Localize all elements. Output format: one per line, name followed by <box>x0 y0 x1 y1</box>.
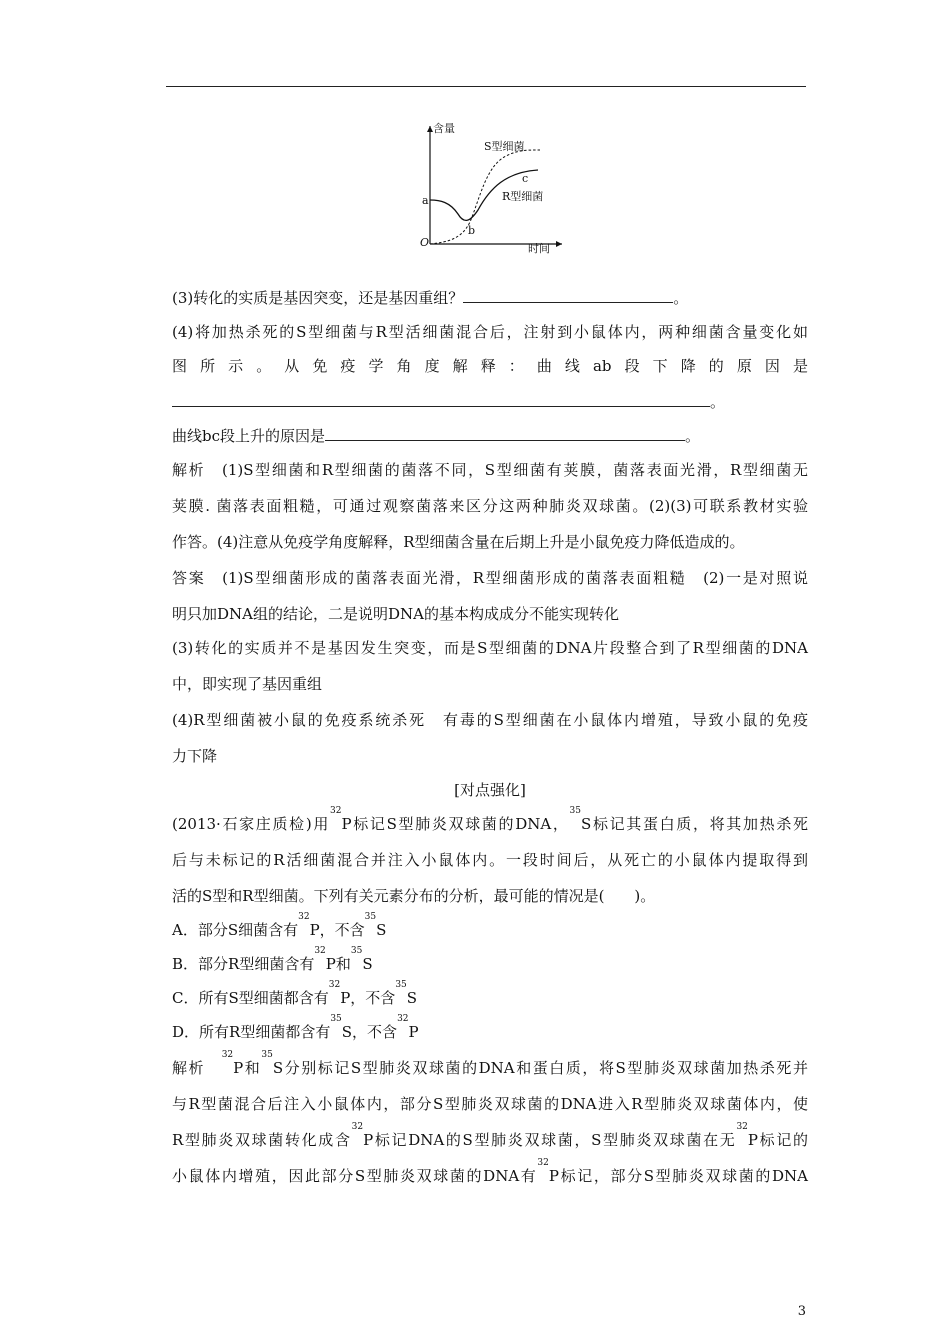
analysis-1-line-1: 解析 (1)S型细菌和R型细菌的菌落不同，S型细菌有荚膜，菌落表面光滑，R型细菌无 <box>172 461 808 479</box>
s-bacteria-label: S型细菌 <box>484 140 525 153</box>
origin-label: O <box>420 236 430 249</box>
answer-blank-bc[interactable] <box>325 426 685 441</box>
question-3: (3)转化的实质是基因突变，还是基因重组？ 。 <box>172 289 689 307</box>
question-4-line-1: (4)将加热杀死的S型细菌与R型活细菌混合后，注射到小鼠体内，两种细菌含量变化如 <box>172 323 808 341</box>
option-d[interactable]: D．所有R型细菌都含有$^{35}$S，不含$^{32}$P <box>172 1014 419 1041</box>
question-4-line-2: 图所示。从免疫学角度解释：曲线ab段下降的原因是 <box>172 357 808 375</box>
point-a-label: a <box>422 194 429 207</box>
analysis-2-line-2: 与R型菌混合后注入小鼠体内，部分S型肺炎双球菌的DNA进入R型肺炎双球菌体内，使 <box>172 1095 808 1113</box>
page-number: 3 <box>797 1304 806 1319</box>
option-b[interactable]: B．部分R型细菌含有$^{32}$P和$^{35}$S <box>172 946 373 973</box>
y-axis-label: 含量 <box>433 122 455 135</box>
header-rule <box>166 86 806 87</box>
bacteria-content-graph <box>410 118 570 258</box>
mcq-stem-line-3: 活的S型和R型细菌。下列有关元素分布的分析，最可能的情况是( )。 <box>172 887 656 905</box>
option-a[interactable]: A．部分S细菌含有$^{32}$P，不含$^{35}$S <box>172 912 387 939</box>
point-b-label: b <box>468 224 476 237</box>
analysis-1-line-3: 作答。(4)注意从免疫学角度解释，R型细菌含量在后期上升是小鼠免疫力降低造成的。 <box>172 533 745 551</box>
analysis-2-line-1: 解析 $^{32}$P和$^{35}$S分别标记S型肺炎双球菌的DNA和蛋白质，将S型肺炎双球菌加热杀死并 <box>172 1050 808 1077</box>
mcq-stem-line-2: 后与未标记的R活细菌混合并注入小鼠体内。一段时间后，从死亡的小鼠体内提取得到 <box>172 851 808 869</box>
answer-1-line-4: 中，即实现了基因重组 <box>172 675 323 693</box>
x-axis-label: 时间 <box>528 242 550 255</box>
answer-1-line-5: (4)R型细菌被小鼠的免疫系统杀死 有毒的S型细菌在小鼠体内增殖，导致小鼠的免疫 <box>172 711 808 729</box>
analysis-2-line-3: R型肺炎双球菌转化成含$^{32}$P标记DNA的S型肺炎双球菌，S型肺炎双球菌在无$^{32}$P标记的 <box>172 1122 809 1149</box>
section-title: [对点强化] <box>454 781 526 799</box>
answer-1-line-6: 力下降 <box>172 747 218 765</box>
question-4-line-4: 曲线bc段上升的原因是 。 <box>172 427 701 445</box>
mcq-stem-line-1: (2013·石家庄质检)用$^{32}$P标记S型肺炎双球菌的DNA，$^{35}$S标记其蛋白质，将其加热杀死 <box>172 806 808 833</box>
answer-blank-ab[interactable] <box>172 392 710 407</box>
option-c[interactable]: C．所有S型细菌都含有$^{32}$P，不含$^{35}$S <box>172 980 418 1007</box>
answer-1-line-3: (3)转化的实质并不是基因发生突变，而是S型细菌的DNA片段整合到了R型细菌的DNA <box>172 639 808 657</box>
analysis-2-line-4: 小鼠体内增殖，因此部分S型肺炎双球菌的DNA有$^{32}$P标记，部分S型肺炎双球菌的DNA <box>172 1158 808 1185</box>
r-bacteria-label: R型细菌 <box>502 190 544 203</box>
answer-blank-q3[interactable] <box>463 288 673 303</box>
question-4-line-3: 。 <box>172 392 808 412</box>
answer-1-line-1: 答案 (1)S型细菌形成的菌落表面光滑，R型细菌形成的菌落表面粗糙 (2)一是对照说 <box>172 569 808 587</box>
point-c-label: c <box>522 172 529 185</box>
answer-1-line-2: 明只加DNA组的结论，二是说明DNA的基本构成成分不能实现转化 <box>172 605 619 623</box>
x-axis-arrow <box>556 241 562 247</box>
analysis-1-line-2: 荚膜. 菌落表面粗糙，可通过观察菌落来区分这两种肺炎双球菌。(2)(3)可联系教材实验 <box>172 497 808 515</box>
